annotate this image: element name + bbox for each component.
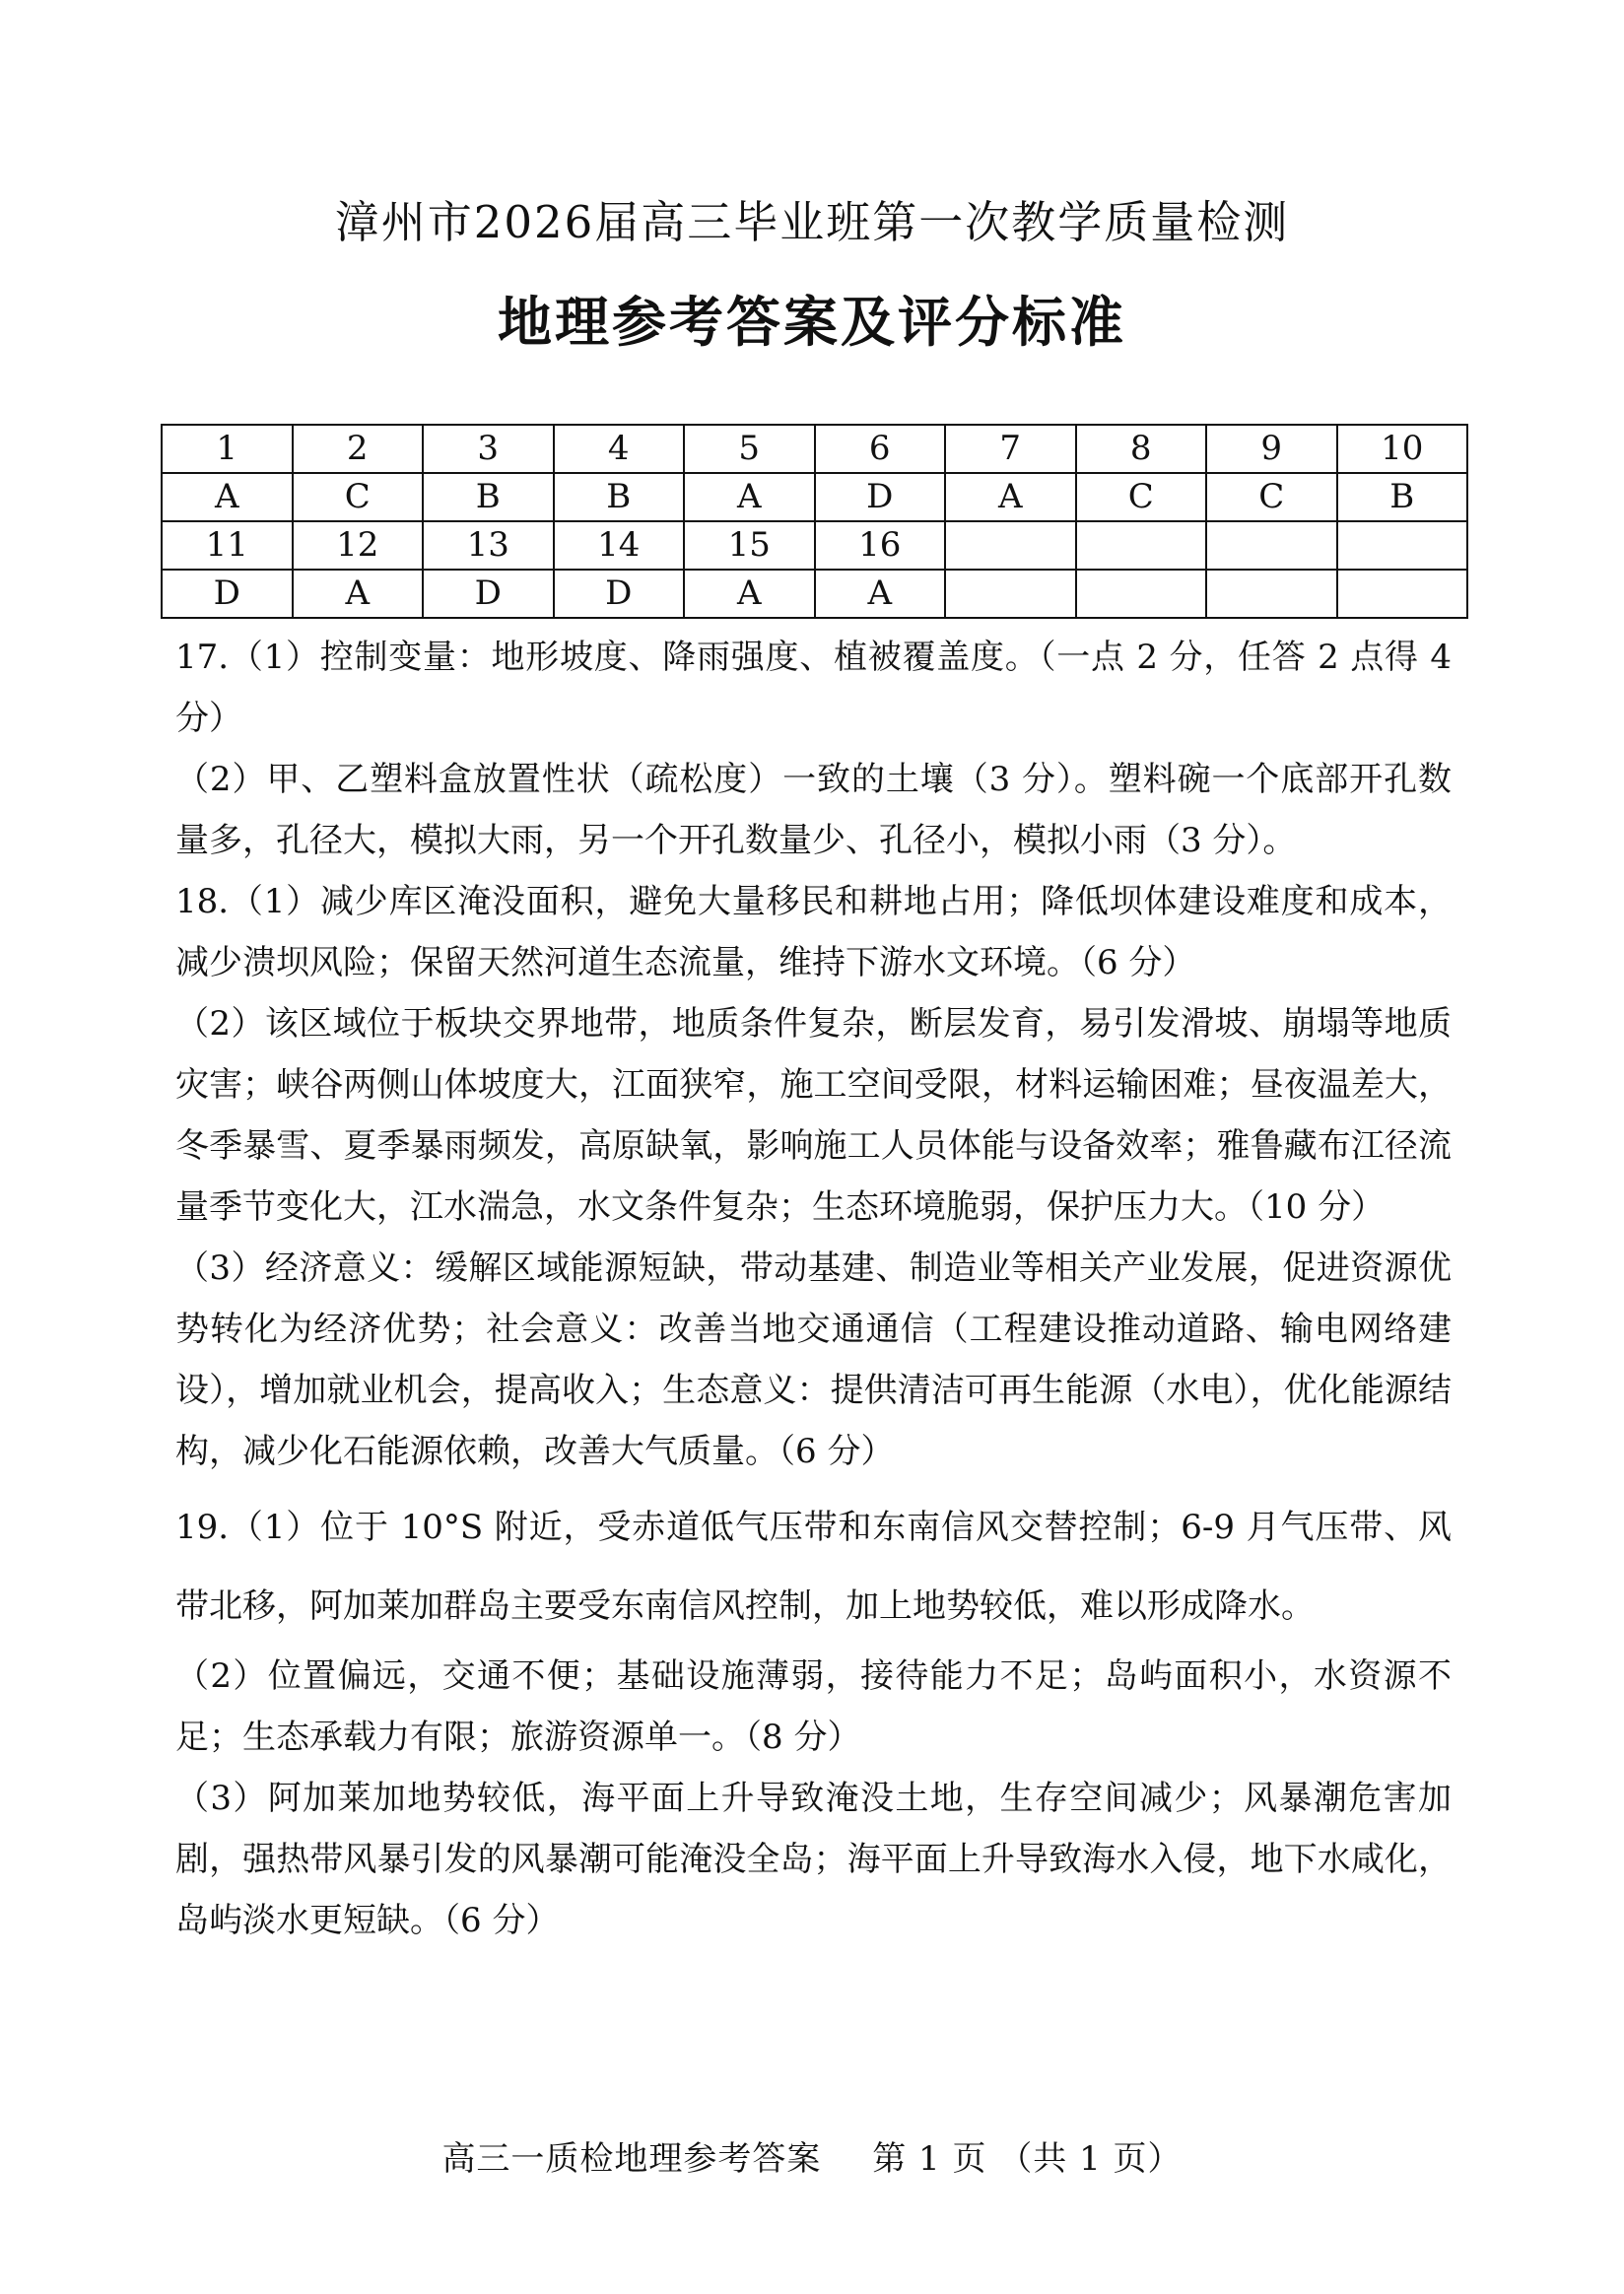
answer-row — [162, 570, 1467, 618]
document-subtitle: 地理参考答案及评分标准 — [497, 290, 1126, 354]
multiple-choice-answer-table — [161, 424, 1468, 619]
table-cell: D — [554, 570, 685, 618]
table-cell: B — [423, 473, 554, 521]
table-cell: A — [684, 570, 815, 618]
table-cell: C — [1206, 473, 1337, 521]
answer-18-part-1: 18.（1）减少库区淹没面积，避免大量移民和耕地占用；降低坝体建设难度和成本，减少溃坝风险；保留天然河道生态流量，维持下游水文环境。（6 分） — [175, 882, 1452, 982]
table-cell — [945, 521, 1076, 570]
footer-page-number: 第 1 页 （共 1 页） — [872, 2139, 1183, 2179]
table-cell: A — [815, 570, 946, 618]
table-cell: 3 — [423, 425, 554, 473]
table-cell — [1206, 521, 1337, 570]
question-number-row — [162, 425, 1467, 473]
table-cell: B — [1337, 473, 1468, 521]
table-cell: 13 — [423, 521, 554, 570]
table-cell: 2 — [293, 425, 424, 473]
answer-18-part-2: （2）该区域位于板块交界地带，地质条件复杂，断层发育，易引发滑坡、崩塌等地质灾害；峡谷两侧山体坡度大，江面狭窄，施工空间受限，材料运输困难；昼夜温差大，冬季暴雪、夏季暴雨频发，高原缺氧，影响施工人员体能与设备效率；雅鲁藏布江径流量季节变化大，江水湍急，水文条件复杂；生态环境脆弱，保护压力大。（10 分） — [175, 1004, 1452, 1227]
table-cell — [945, 570, 1076, 618]
table-cell: 10 — [1337, 425, 1468, 473]
answer-row — [162, 473, 1467, 521]
table-cell: 9 — [1206, 425, 1337, 473]
footer-document-name: 高三一质检地理参考答案 — [441, 2139, 822, 2179]
page-footer — [0, 2134, 1624, 2184]
table-cell: 8 — [1076, 425, 1207, 473]
table-cell: 1 — [162, 425, 293, 473]
table-cell — [1076, 570, 1207, 618]
table-cell: 12 — [293, 521, 424, 570]
table-cell: 16 — [815, 521, 946, 570]
table-cell: D — [162, 570, 293, 618]
table-cell — [1076, 521, 1207, 570]
table-cell — [1337, 570, 1468, 618]
table-cell: A — [162, 473, 293, 521]
table-cell: 15 — [684, 521, 815, 570]
table-cell: 6 — [815, 425, 946, 473]
answer-17-part-2: （2）甲、乙塑料盒放置性状（疏松度）一致的土壤（3 分）。塑料碗一个底部开孔数量多，孔径大，模拟大雨，另一个开孔数量少、孔径小，模拟小雨（3 分）。 — [175, 760, 1452, 860]
answer-19-part-3: （3）阿加莱加地势较低，海平面上升导致淹没土地，生存空间减少；风暴潮危害加剧，强热带风暴引发的风暴潮可能淹没全岛；海平面上升导致海水入侵，地下水咸化，岛屿淡水更短缺。（6 分） — [175, 1779, 1452, 1940]
table-cell: A — [684, 473, 815, 521]
table-cell — [1206, 570, 1337, 618]
table-cell: 5 — [684, 425, 815, 473]
table-cell: A — [945, 473, 1076, 521]
answer-19-part-1: 19.（1）位于 10°S 附近，受赤道低气压带和东南信风交替控制；6-9 月气压带、风带北移，阿加莱加群岛主要受东南信风控制，加上地势较低，难以形成降水。 — [175, 1508, 1452, 1626]
table-cell: A — [293, 570, 424, 618]
table-cell: C — [293, 473, 424, 521]
table-cell: D — [423, 570, 554, 618]
answer-body — [175, 627, 1452, 1951]
exam-title: 漳州市2026届高三毕业班第一次教学质量检测 — [334, 196, 1290, 248]
table-cell — [1337, 521, 1468, 570]
table-cell: 14 — [554, 521, 685, 570]
table-cell: D — [815, 473, 946, 521]
answer-17-part-1: 17.（1）控制变量：地形坡度、降雨强度、植被覆盖度。（一点 2 分，任答 2 点得 4 分） — [175, 638, 1452, 738]
table-cell: C — [1076, 473, 1207, 521]
table-cell: 11 — [162, 521, 293, 570]
table-cell: 7 — [945, 425, 1076, 473]
table-cell: 4 — [554, 425, 685, 473]
table-cell: B — [554, 473, 685, 521]
answer-19-part-2: （2）位置偏远，交通不便；基础设施薄弱，接待能力不足；岛屿面积小，水资源不足；生态承载力有限；旅游资源单一。（8 分） — [175, 1656, 1452, 1757]
answer-18-part-3: （3）经济意义：缓解区域能源短缺，带动基建、制造业等相关产业发展，促进资源优势转化为经济优势；社会意义：改善当地交通通信（工程建设推动道路、输电网络建设），增加就业机会，提高收入；生态意义：提供清洁可再生能源（水电），优化能源结构，减少化石能源依赖，改善大气质量。（6 分） — [175, 1248, 1452, 1471]
question-number-row — [162, 521, 1467, 570]
